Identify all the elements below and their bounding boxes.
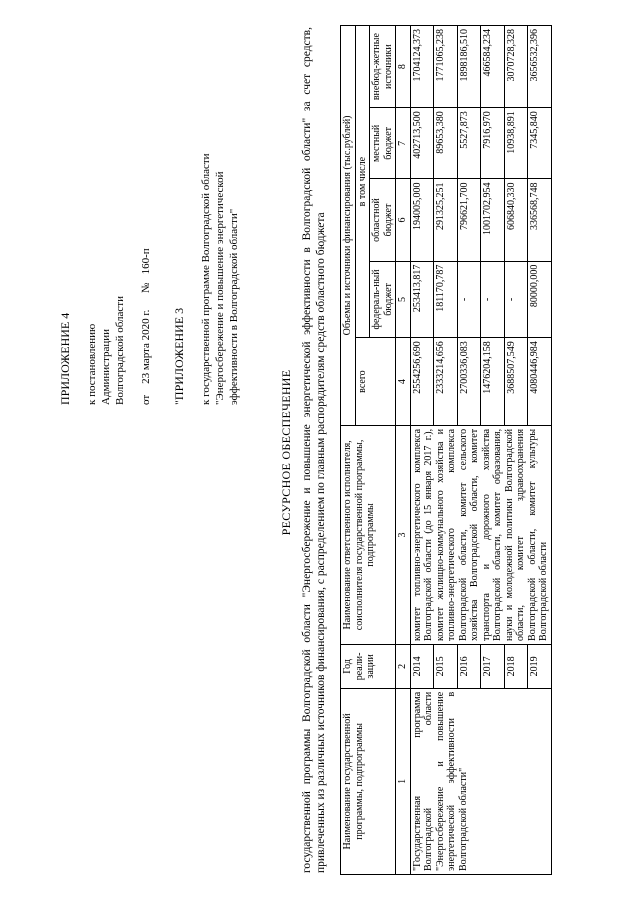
federal-cell: 80000,000 bbox=[528, 261, 552, 338]
col-number: 1 bbox=[396, 688, 411, 874]
year-cell: 2018 bbox=[504, 644, 528, 688]
total-cell: 2554256,690 bbox=[410, 338, 434, 426]
appendix3-title: "ПРИЛОЖЕНИЕ 3 bbox=[172, 307, 186, 405]
year-cell: 2016 bbox=[457, 644, 481, 688]
header-total: всего bbox=[355, 338, 396, 426]
program-name-cell: "Государственная программа Волгоградской области "Энергосбережение и повышение энергетической эффективности в Волгоградской области" bbox=[410, 688, 551, 874]
federal-cell: - bbox=[504, 261, 528, 338]
federal-cell: 181170,787 bbox=[434, 261, 458, 338]
total-cell: 2333214,656 bbox=[434, 338, 458, 426]
year-cell: 2019 bbox=[528, 644, 552, 688]
header-local: местный бюджет bbox=[370, 108, 396, 179]
year-cell: 2015 bbox=[434, 644, 458, 688]
column-numbers-row bbox=[396, 26, 411, 875]
total-cell: 3688507,549 bbox=[504, 338, 528, 426]
header-year: Год реали-зации bbox=[341, 644, 396, 688]
col-number: 8 bbox=[396, 26, 411, 108]
extra-cell: 466584,234 bbox=[481, 26, 505, 108]
regional-cell: 796621,700 bbox=[457, 179, 481, 261]
federal-cell: - bbox=[457, 261, 481, 338]
decree-date: 23 марта 2020 г. bbox=[140, 309, 152, 384]
col-number: 2 bbox=[396, 644, 411, 688]
federal-cell: 253413,817 bbox=[410, 261, 434, 338]
regional-cell: 336568,748 bbox=[528, 179, 552, 261]
header-funding: Объемы и источники финансирования (тыс.рублей) bbox=[341, 26, 356, 426]
appendix3-text-3: эффективности в Волгоградской области" bbox=[228, 208, 240, 405]
decree-line-2: Администрации bbox=[100, 328, 112, 405]
date-prefix: от bbox=[140, 394, 152, 405]
col-number: 7 bbox=[396, 108, 411, 179]
header-executor: Наименование ответственного исполнителя, соисполнителя государственной программы, подпрограммы bbox=[341, 425, 396, 644]
regional-cell: 1001702,954 bbox=[481, 179, 505, 261]
year-cell: 2014 bbox=[410, 644, 434, 688]
header-including: в том числе bbox=[355, 26, 370, 338]
extra-cell: 1704124,373 bbox=[410, 26, 434, 108]
header-program-name: Наименование государственной программы, подпрограммы bbox=[341, 688, 396, 874]
document-subtitle: государственной программы Волгоградской области "Энергосбережение и повышение энергетической эффективности в Волгоградской области" за счет средств, привлеченных из различных источников финансирования, с распределением по главным распорядителям средств областного бюджета bbox=[301, 27, 327, 873]
document-title: РЕСУРСНОЕ ОБЕСПЕЧЕНИЕ bbox=[279, 369, 293, 536]
local-cell: 7345,840 bbox=[528, 108, 552, 179]
year-cell: 2017 bbox=[481, 644, 505, 688]
col-number: 4 bbox=[396, 338, 411, 426]
col-number: 3 bbox=[396, 425, 411, 644]
number-prefix: № bbox=[140, 282, 152, 294]
extra-cell: 1771065,238 bbox=[434, 26, 458, 108]
resource-table bbox=[340, 25, 552, 875]
decree-date-line bbox=[140, 248, 153, 405]
table-row bbox=[410, 26, 434, 875]
appendix3-text-2: "Энергосбережение и повышение энергетической bbox=[214, 171, 226, 405]
header-regional: областной бюджет bbox=[370, 179, 396, 261]
extra-cell: 1898186,510 bbox=[457, 26, 481, 108]
decree-line-3: Волгоградской области bbox=[114, 296, 126, 405]
header-federal: федераль-ный бюджет bbox=[370, 261, 396, 338]
local-cell: 7916,970 bbox=[481, 108, 505, 179]
col-number: 5 bbox=[396, 261, 411, 338]
local-cell: 89653,380 bbox=[434, 108, 458, 179]
appendix3-text-1: к государственной программе Волгоградской области bbox=[200, 153, 212, 405]
local-cell: 402713,500 bbox=[410, 108, 434, 179]
header-extra: внебюд-жетные источники bbox=[370, 26, 396, 108]
regional-cell: 606840,330 bbox=[504, 179, 528, 261]
total-cell: 4080446,984 bbox=[528, 338, 552, 426]
regional-cell: 194005,000 bbox=[410, 179, 434, 261]
total-cell: 2700336,083 bbox=[457, 338, 481, 426]
decree-line-1: к постановлению bbox=[86, 323, 98, 405]
regional-cell: 291325,251 bbox=[434, 179, 458, 261]
col-number: 6 bbox=[396, 179, 411, 261]
appendix-title: ПРИЛОЖЕНИЕ 4 bbox=[58, 312, 72, 405]
total-cell: 1476204,158 bbox=[481, 338, 505, 426]
executor-cell: комитет топливно-энергетического комплекса Волгоградской области (до 15 января 2017 г.), комитет жилищно-коммунального хозяйства и топливно-энергетического комплекса Волгоградской области, комитет сельского хозяйства Волгоградской области, комитет транспорта и дорожного хозяйства Волгоградской области, комитет образования, науки и молодежной политики Волгоградской области, комитет здравоохранения Волгоградской области, комитет культуры Волгоградской области bbox=[410, 425, 551, 644]
extra-cell: 3070728,328 bbox=[504, 26, 528, 108]
decree-number: 160-п bbox=[140, 248, 152, 275]
local-cell: 10938,891 bbox=[504, 108, 528, 179]
local-cell: 5527,873 bbox=[457, 108, 481, 179]
federal-cell: - bbox=[481, 261, 505, 338]
extra-cell: 3656532,396 bbox=[528, 26, 552, 108]
